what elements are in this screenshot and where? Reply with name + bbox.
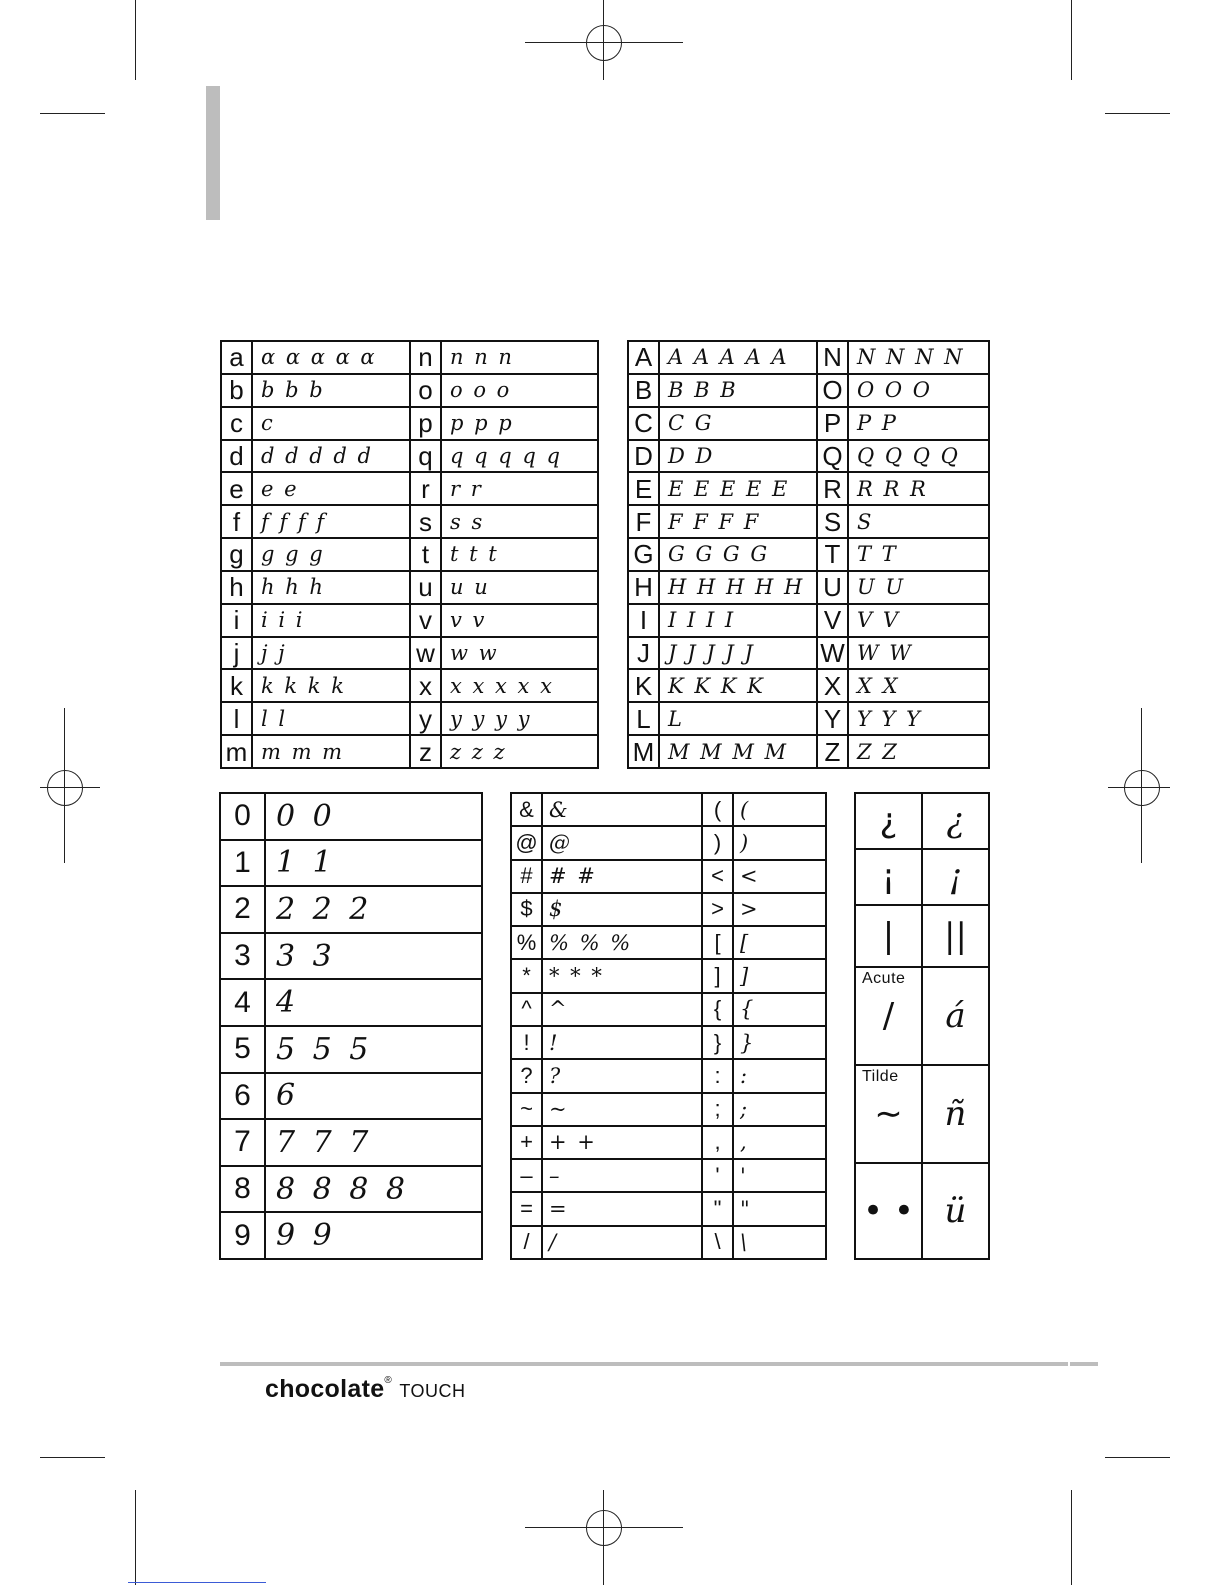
table-row xyxy=(511,860,826,893)
stroke-samples: U U xyxy=(848,571,989,604)
crop-mark xyxy=(1105,1457,1170,1458)
stroke-samples: h h h xyxy=(252,571,410,604)
stroke-samples: W W xyxy=(848,637,989,670)
letter-key: v xyxy=(410,604,441,637)
digit-key: 3 xyxy=(220,933,265,980)
table-row xyxy=(221,341,598,374)
footer-rule xyxy=(220,1362,1098,1366)
letter-key: e xyxy=(221,472,252,505)
bottom-edge-line xyxy=(128,1582,266,1583)
stroke-samples: ' xyxy=(733,1159,826,1192)
stroke-samples: 7 7 7 xyxy=(265,1119,482,1166)
accent-label: Tilde xyxy=(862,1068,899,1085)
stroke-samples: x x x x x xyxy=(441,669,598,702)
crop-mark xyxy=(40,113,105,114)
stroke-samples: N N N N xyxy=(848,341,989,374)
letter-key: m xyxy=(221,735,252,768)
table-row xyxy=(511,1059,826,1092)
stroke-samples: B B B xyxy=(659,374,817,407)
stroke-samples: T T xyxy=(848,538,989,571)
symbol-key: ' xyxy=(702,1159,733,1192)
letter-key: s xyxy=(410,505,441,538)
stroke-samples: g g g xyxy=(252,538,410,571)
letter-key: D xyxy=(628,440,659,473)
table-row xyxy=(511,1126,826,1159)
stroke-samples: > xyxy=(733,893,826,926)
accent-key-cell xyxy=(855,1065,922,1163)
table-row xyxy=(628,702,989,735)
letter-key: l xyxy=(221,702,252,735)
table-row xyxy=(628,407,989,440)
stroke-samples: Q Q Q Q xyxy=(848,440,989,473)
crop-mark xyxy=(135,1490,136,1585)
lowercase-handwriting-table xyxy=(220,340,599,769)
table-row xyxy=(628,472,989,505)
table-row xyxy=(511,1159,826,1192)
letter-key: h xyxy=(221,571,252,604)
table-row xyxy=(628,571,989,604)
table-row xyxy=(628,505,989,538)
stroke-samples: ^ xyxy=(542,993,702,1026)
accent-key: | xyxy=(882,916,895,956)
digit-key: 0 xyxy=(220,793,265,840)
letter-key: k xyxy=(221,669,252,702)
stroke-samples: " xyxy=(733,1192,826,1225)
registration-mark xyxy=(1124,770,1160,806)
stroke-samples: , xyxy=(733,1126,826,1159)
registered-mark: ® xyxy=(384,1375,393,1386)
crop-mark xyxy=(40,1457,105,1458)
table-row xyxy=(855,849,989,905)
stroke-samples: : xyxy=(733,1059,826,1092)
letter-key: C xyxy=(628,407,659,440)
stroke-samples: y y y y xyxy=(441,702,598,735)
accent-key: ¿ xyxy=(879,801,898,841)
table-row xyxy=(220,840,482,887)
stroke-samples: p p p xyxy=(441,407,598,440)
symbol-key: ? xyxy=(511,1059,542,1092)
letter-key: u xyxy=(410,571,441,604)
digit-key: 1 xyxy=(220,840,265,887)
stroke-samples: J J J J J xyxy=(659,637,817,670)
table-row xyxy=(628,341,989,374)
registration-mark xyxy=(47,770,83,806)
letter-key: B xyxy=(628,374,659,407)
letter-key: i xyxy=(221,604,252,637)
symbol-key: : xyxy=(702,1059,733,1092)
accent-key: ∼ xyxy=(874,1094,903,1134)
stroke-samples: { xyxy=(733,993,826,1026)
stroke-samples: [ xyxy=(733,926,826,959)
accent-key: ¡ xyxy=(881,857,896,897)
letter-key: z xyxy=(410,735,441,768)
table-row xyxy=(511,959,826,992)
stroke-samples: F F F F xyxy=(659,505,817,538)
accent-sample-cell xyxy=(922,793,989,849)
accent-label: Acute xyxy=(862,970,906,987)
letter-key: S xyxy=(817,505,848,538)
letter-key: E xyxy=(628,472,659,505)
table-row xyxy=(221,472,598,505)
table-row xyxy=(628,637,989,670)
table-row xyxy=(221,407,598,440)
table-row xyxy=(511,793,826,826)
table-row xyxy=(855,967,989,1065)
symbol-handwriting-table xyxy=(510,792,827,1260)
table-row xyxy=(220,979,482,1026)
letter-key: w xyxy=(410,637,441,670)
footer-rule-gap xyxy=(1068,1362,1070,1366)
stroke-samples: I I I I xyxy=(659,604,817,637)
symbol-key: ] xyxy=(702,959,733,992)
stroke-samples: H H H H H xyxy=(659,571,817,604)
table-row xyxy=(628,604,989,637)
stroke-samples: ( xyxy=(733,793,826,826)
stroke-samples: / xyxy=(542,1226,702,1259)
stroke-samples: – xyxy=(542,1159,702,1192)
table-row xyxy=(221,735,598,768)
symbol-key: ; xyxy=(702,1093,733,1126)
letter-key: d xyxy=(221,440,252,473)
symbol-key: % xyxy=(511,926,542,959)
stroke-samples: Z Z xyxy=(848,735,989,768)
letter-key: T xyxy=(817,538,848,571)
brand-name: chocolate xyxy=(265,1375,385,1403)
stroke-samples: ɑ ɑ ɑ ɑ ɑ xyxy=(252,341,410,374)
letter-key: K xyxy=(628,669,659,702)
accent-sample-cell xyxy=(922,905,989,967)
letter-key: P xyxy=(817,407,848,440)
stroke-samples: j j xyxy=(252,637,410,670)
symbol-key: + xyxy=(511,1126,542,1159)
table-row xyxy=(511,1093,826,1126)
letter-key: V xyxy=(817,604,848,637)
table-row xyxy=(220,1119,482,1166)
table-row xyxy=(511,1026,826,1059)
accent-key: • • xyxy=(863,1191,914,1231)
symbol-key: = xyxy=(511,1192,542,1225)
symbol-key: @ xyxy=(511,826,542,859)
stroke-samples: ] xyxy=(733,959,826,992)
table-row xyxy=(855,1163,989,1259)
letter-key: q xyxy=(410,440,441,473)
stroke-samples: ) xyxy=(733,826,826,859)
digit-key: 6 xyxy=(220,1073,265,1120)
symbol-key: " xyxy=(702,1192,733,1225)
symbol-key: * xyxy=(511,959,542,992)
table-row xyxy=(855,905,989,967)
stroke-samples: ? xyxy=(542,1059,702,1092)
stroke-samples: A A A A A xyxy=(659,341,817,374)
letter-key: Y xyxy=(817,702,848,735)
digit-key: 2 xyxy=(220,886,265,933)
letter-key: R xyxy=(817,472,848,505)
letter-key: o xyxy=(410,374,441,407)
accent-key: / xyxy=(882,996,895,1036)
table-row xyxy=(220,933,482,980)
stroke-samples: ! xyxy=(542,1026,702,1059)
stroke-samples: ¿ xyxy=(946,801,965,841)
symbol-key: ^ xyxy=(511,993,542,1026)
stroke-samples: ñ xyxy=(944,1094,967,1134)
stroke-samples: < xyxy=(733,860,826,893)
letter-key: N xyxy=(817,341,848,374)
registration-mark xyxy=(586,1510,622,1546)
table-row xyxy=(628,669,989,702)
digit-key: 4 xyxy=(220,979,265,1026)
symbol-key: ~ xyxy=(511,1093,542,1126)
stroke-samples: 8 8 8 8 xyxy=(265,1166,482,1213)
stroke-samples: 1 1 xyxy=(265,840,482,887)
table-row xyxy=(221,604,598,637)
symbol-key: [ xyxy=(702,926,733,959)
symbol-key: $ xyxy=(511,893,542,926)
letter-key: Z xyxy=(817,735,848,768)
symbol-key: < xyxy=(702,860,733,893)
brand-logo xyxy=(265,1375,466,1404)
stroke-samples: t t t xyxy=(441,538,598,571)
table-row xyxy=(855,1065,989,1163)
stroke-samples: R R R xyxy=(848,472,989,505)
stroke-samples: L xyxy=(659,702,817,735)
symbol-key: – xyxy=(511,1159,542,1192)
stroke-samples: e e xyxy=(252,472,410,505)
letter-key: I xyxy=(628,604,659,637)
symbol-key: \ xyxy=(702,1226,733,1259)
accent-sample-cell xyxy=(922,1065,989,1163)
stroke-samples: 2 2 2 xyxy=(265,886,482,933)
brand-suffix: TOUCH xyxy=(399,1381,466,1401)
table-row xyxy=(220,1212,482,1259)
stroke-samples: n n n xyxy=(441,341,598,374)
crop-mark xyxy=(135,0,136,80)
stroke-samples: d d d d d xyxy=(252,440,410,473)
stroke-samples: Y Y Y xyxy=(848,702,989,735)
section-tab-marker xyxy=(206,86,220,220)
letter-key: b xyxy=(221,374,252,407)
uppercase-handwriting-table xyxy=(627,340,990,769)
symbol-key: ) xyxy=(702,826,733,859)
table-row xyxy=(221,702,598,735)
stroke-samples: z z z xyxy=(441,735,598,768)
accent-key-cell xyxy=(855,1163,922,1259)
table-row xyxy=(511,993,826,1026)
stroke-samples: O O O xyxy=(848,374,989,407)
accent-sample-cell xyxy=(922,967,989,1065)
table-row xyxy=(628,374,989,407)
stroke-samples: $ xyxy=(542,893,702,926)
table-row xyxy=(628,538,989,571)
stroke-samples: = xyxy=(542,1192,702,1225)
stroke-samples: 6 xyxy=(265,1073,482,1120)
letter-key: x xyxy=(410,669,441,702)
table-row xyxy=(220,1026,482,1073)
table-row xyxy=(220,793,482,840)
stroke-samples: * * * xyxy=(542,959,702,992)
symbol-key: # xyxy=(511,860,542,893)
table-row xyxy=(511,893,826,926)
letter-key: F xyxy=(628,505,659,538)
stroke-samples: m m m xyxy=(252,735,410,768)
stroke-samples: D D xyxy=(659,440,817,473)
stroke-samples: ~ xyxy=(542,1093,702,1126)
stroke-samples: X X xyxy=(848,669,989,702)
accent-key-cell xyxy=(855,793,922,849)
crop-mark xyxy=(1071,0,1072,80)
symbol-key: / xyxy=(511,1226,542,1259)
letter-key: j xyxy=(221,637,252,670)
stroke-samples: s s xyxy=(441,505,598,538)
stroke-samples: \ xyxy=(733,1226,826,1259)
letter-key: n xyxy=(410,341,441,374)
stroke-samples: l l xyxy=(252,702,410,735)
letter-key: J xyxy=(628,637,659,670)
stroke-samples: u u xyxy=(441,571,598,604)
letter-key: a xyxy=(221,341,252,374)
table-row xyxy=(855,793,989,849)
accent-key-cell xyxy=(855,905,922,967)
accent-sample-cell xyxy=(922,1163,989,1259)
stroke-samples: ¡ xyxy=(948,857,963,897)
stroke-samples: 4 xyxy=(265,979,482,1026)
letter-key: g xyxy=(221,538,252,571)
stroke-samples: k k k k xyxy=(252,669,410,702)
registration-mark xyxy=(586,25,622,61)
letter-key: c xyxy=(221,407,252,440)
stroke-samples: } xyxy=(733,1026,826,1059)
letter-key: X xyxy=(817,669,848,702)
table-row xyxy=(220,886,482,933)
table-row xyxy=(628,735,989,768)
letter-key: W xyxy=(817,637,848,670)
table-row xyxy=(221,571,598,604)
stroke-samples: C G xyxy=(659,407,817,440)
letter-key: t xyxy=(410,538,441,571)
table-row xyxy=(221,374,598,407)
stroke-samples: f f f f xyxy=(252,505,410,538)
stroke-samples: v v xyxy=(441,604,598,637)
stroke-samples: 9 9 xyxy=(265,1212,482,1259)
digit-key: 5 xyxy=(220,1026,265,1073)
stroke-samples: i i i xyxy=(252,604,410,637)
table-row xyxy=(220,1073,482,1120)
letter-key: U xyxy=(817,571,848,604)
table-row xyxy=(221,637,598,670)
letter-key: p xyxy=(410,407,441,440)
table-row xyxy=(511,1192,826,1225)
table-row xyxy=(628,440,989,473)
table-row xyxy=(221,538,598,571)
stroke-samples: w w xyxy=(441,637,598,670)
stroke-samples: b b b xyxy=(252,374,410,407)
letter-key: y xyxy=(410,702,441,735)
accent-key-cell xyxy=(855,849,922,905)
digit-key: 8 xyxy=(220,1166,265,1213)
table-row xyxy=(511,826,826,859)
stroke-samples: V V xyxy=(848,604,989,637)
accent-handwriting-table xyxy=(854,792,990,1260)
stroke-samples: o o o xyxy=(441,374,598,407)
stroke-samples: E E E E E xyxy=(659,472,817,505)
digit-key: 7 xyxy=(220,1119,265,1166)
stroke-samples: @ xyxy=(542,826,702,859)
stroke-samples: || xyxy=(944,916,967,956)
letter-key: L xyxy=(628,702,659,735)
table-row xyxy=(221,505,598,538)
letter-key: O xyxy=(817,374,848,407)
stroke-samples: q q q q q xyxy=(441,440,598,473)
stroke-samples: P P xyxy=(848,407,989,440)
accent-sample-cell xyxy=(922,849,989,905)
table-row xyxy=(511,926,826,959)
stroke-samples: 5 5 5 xyxy=(265,1026,482,1073)
table-row xyxy=(511,1226,826,1259)
stroke-samples: # # xyxy=(542,860,702,893)
symbol-key: > xyxy=(702,893,733,926)
accent-key-cell xyxy=(855,967,922,1065)
stroke-samples: % % % xyxy=(542,926,702,959)
symbol-key: & xyxy=(511,793,542,826)
letter-key: Q xyxy=(817,440,848,473)
crop-mark xyxy=(1105,113,1170,114)
symbol-key: , xyxy=(702,1126,733,1159)
symbol-key: ! xyxy=(511,1026,542,1059)
stroke-samples: ü xyxy=(944,1191,967,1231)
letter-key: A xyxy=(628,341,659,374)
stroke-samples: K K K K xyxy=(659,669,817,702)
letter-key: f xyxy=(221,505,252,538)
stroke-samples: & xyxy=(542,793,702,826)
letter-key: M xyxy=(628,735,659,768)
letter-key: r xyxy=(410,472,441,505)
table-row xyxy=(221,669,598,702)
stroke-samples: G G G G xyxy=(659,538,817,571)
letter-key: H xyxy=(628,571,659,604)
symbol-key: { xyxy=(702,993,733,1026)
table-row xyxy=(220,1166,482,1213)
stroke-samples: á xyxy=(945,996,966,1036)
stroke-samples: ; xyxy=(733,1093,826,1126)
letter-key: G xyxy=(628,538,659,571)
stroke-samples: 0 0 xyxy=(265,793,482,840)
stroke-samples: M M M M xyxy=(659,735,817,768)
digit-key: 9 xyxy=(220,1212,265,1259)
table-row xyxy=(221,440,598,473)
symbol-key: ( xyxy=(702,793,733,826)
number-handwriting-table xyxy=(219,792,483,1260)
crop-mark xyxy=(1071,1490,1072,1585)
stroke-samples: S xyxy=(848,505,989,538)
stroke-samples: + + xyxy=(542,1126,702,1159)
stroke-samples: r r xyxy=(441,472,598,505)
stroke-samples: c xyxy=(252,407,410,440)
symbol-key: } xyxy=(702,1026,733,1059)
stroke-samples: 3 3 xyxy=(265,933,482,980)
